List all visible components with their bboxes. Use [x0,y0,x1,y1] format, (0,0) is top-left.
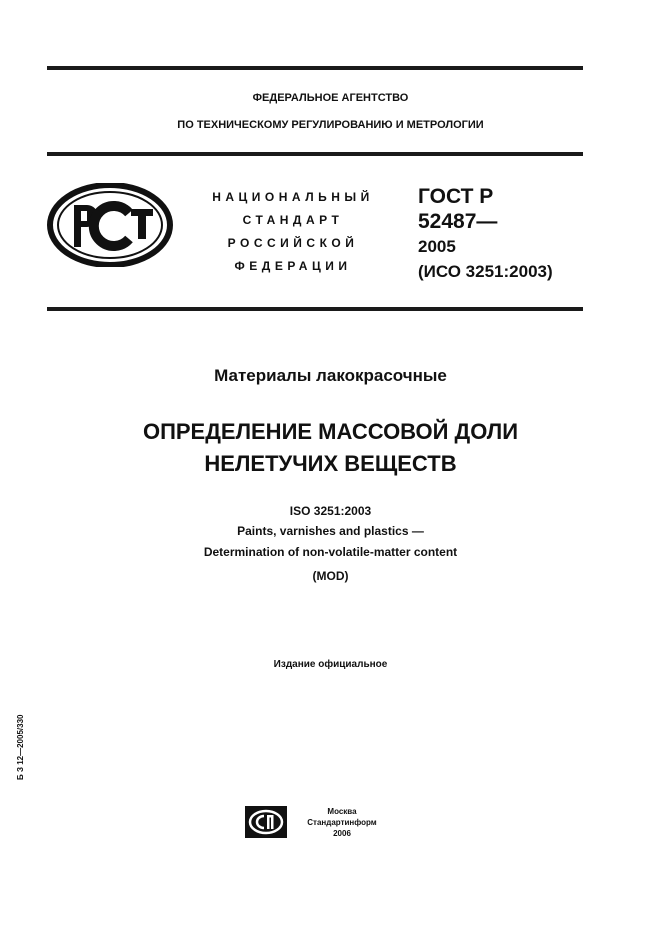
standard-type-line-2: СТАНДАРТ [242,213,344,227]
publisher-name: Стандартинформ [307,818,377,827]
designation-year: 2005 [418,237,456,256]
designation-code-line-2: 52487— [418,210,498,233]
designation-code-line-1: ГОСТ Р [418,185,494,208]
standartinform-logo-icon [245,806,287,838]
category-title: Материалы лакокрасочные [214,366,447,385]
standard-type-line-4: ФЕДЕРАЦИИ [234,259,352,273]
header-bottom-rule [47,152,583,156]
iso-mod: (MOD) [312,569,349,583]
designation-iso: (ИСО 3251:2003) [418,262,553,281]
iso-number: ISO 3251:2003 [289,504,372,518]
iso-title-line-2: Determination of non-volatile-matter content [203,545,458,559]
agency-line-2: ПО ТЕХНИЧЕСКОМУ РЕГУЛИРОВАНИЮ И МЕТРОЛОГИИ [177,119,484,131]
agency-line-1: ФЕДЕРАЛЬНОЕ АГЕНТСТВО [252,92,409,104]
publisher-city: Москва [327,807,357,816]
side-code: Б З 12—2005/330 [16,714,25,780]
standard-type-line-1: НАЦИОНАЛЬНЫЙ [212,190,374,204]
standard-type [196,186,390,278]
publisher-year: 2006 [333,829,351,838]
top-rule [47,66,583,70]
rst-logo-icon [47,183,173,267]
publisher-info [292,806,392,839]
designation-bottom-rule [47,307,583,311]
main-title-line-1: ОПРЕДЕЛЕНИЕ МАССОВОЙ ДОЛИ [142,419,519,444]
edition-label: Издание официальное [273,659,388,670]
main-title-line-2: НЕЛЕТУЧИХ ВЕЩЕСТВ [204,451,457,476]
iso-title-line-1: Paints, varnishes and plastics — [237,524,424,538]
standard-type-line-3: РОССИЙСКОЙ [227,236,359,250]
standard-designation [418,184,553,284]
